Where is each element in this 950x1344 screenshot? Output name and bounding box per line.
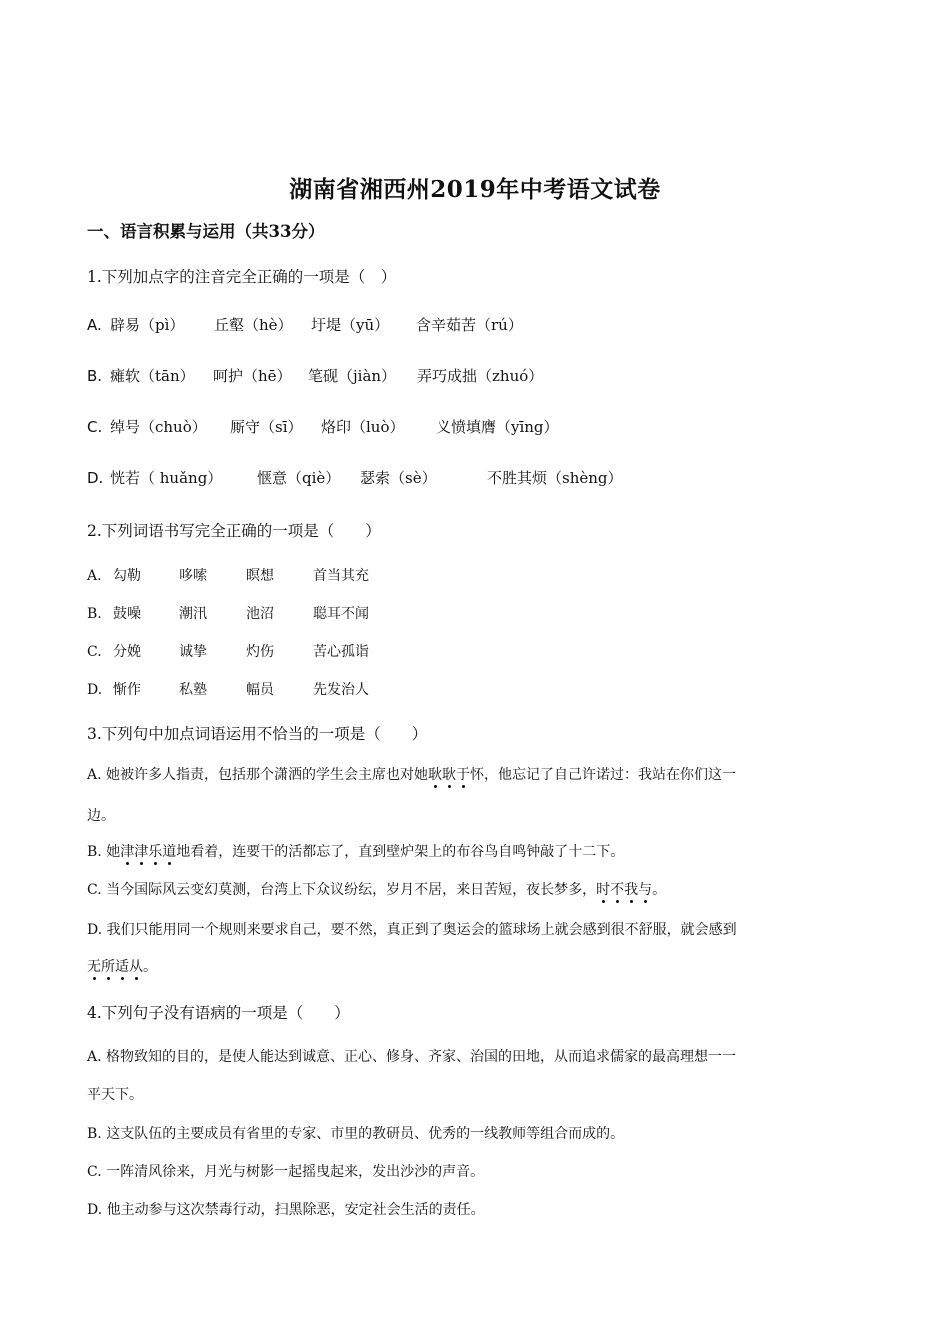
option-label: A. [87, 316, 102, 334]
q1-a-item-3: 圩堤（yū） [311, 316, 390, 334]
emphasis-char: 于 [456, 767, 471, 783]
q4-option-d: D. 他主动参与这次禁毒行动，扫黑除恶，安定社会生活的责任。 [87, 1202, 485, 1218]
q3-option-b [87, 845, 624, 859]
q1-c-item-3: 烙印（luò） [321, 418, 405, 436]
emphasis-char: 道 [162, 844, 177, 860]
q3-option-a [87, 768, 736, 782]
q2-c-word-3: 灼伤 [246, 644, 274, 660]
q1-a-item-4: 含辛茹苦（rú） [416, 316, 523, 334]
emphasis-char: 与 [638, 882, 653, 898]
q2-d-word-4: 先发治人 [313, 682, 369, 698]
q1-option-a [87, 318, 102, 333]
emphasis-char: 所 [101, 959, 115, 975]
q3-d-dotted [87, 959, 143, 975]
q4-option-a-continued: 平天下。 [87, 1087, 143, 1103]
option-label: C. [87, 418, 103, 436]
q1-option-b [87, 369, 102, 384]
q1-d-item-2: 惬意（qiè） [257, 469, 341, 487]
q2-b-word-4: 聪耳不闻 [313, 606, 369, 622]
q2-option-d: D. [87, 682, 103, 698]
q1-c-item-1: 绰号（chuò） [110, 418, 207, 436]
q3-b-text-1: B. 她 [87, 844, 121, 860]
q2-option-c: C. [87, 644, 102, 660]
emphasis-char: 津 [120, 844, 135, 860]
q2-a-word-1: 勾勒 [113, 568, 141, 584]
q4-option-a: A. 格物致知的目的，是使人能达到诚意、正心、修身、齐家、治国的田地，从而追求儒家的最高理想一一 [87, 1049, 737, 1065]
q1-d-item-1: 恍若（ huǎng） [110, 469, 223, 487]
page-title: 湖南省湘西州2019年中考语文试卷 [289, 176, 661, 203]
q2-a-word-3: 瞑想 [246, 568, 274, 584]
question-3-stem: 3.下列句中加点词语运用不恰当的一项是（ ） [87, 725, 428, 743]
q4-option-b: B. 这支队伍的主要成员有省里的专家、市里的教研员、优秀的一线教师等组合而成的。 [87, 1126, 625, 1142]
q3-c-text-1: C. 当今国际风云变幻莫测，台湾上下众议纷纭，岁月不居，来日苦短，夜长梦多， [87, 882, 597, 898]
q1-d-item-3: 瑟索（sè） [360, 469, 437, 487]
q2-a-word-4: 首当其充 [313, 568, 369, 584]
q3-b-dotted [120, 844, 176, 860]
emphasis-char: 不 [610, 882, 625, 898]
option-label: D. [87, 469, 104, 487]
q2-d-word-1: 惭作 [113, 682, 141, 698]
emphasis-char: 无 [87, 959, 101, 975]
q3-option-d-continued [87, 960, 157, 974]
q1-b-item-3: 笔砚（jiàn） [308, 367, 397, 385]
q1-b-item-4: 弄巧成拙（zhuó） [417, 367, 544, 385]
emphasis-char: 耿 [428, 767, 443, 783]
q3-d-text-2: 。 [143, 959, 157, 975]
question-2-stem: 2.下列词语书写完全正确的一项是（ ） [87, 522, 381, 540]
q3-option-d: D. 我们只能用同一个规则来要求自己，要不然，真正到了奥运会的篮球场上就会感到很不舒服，就会感到 [87, 922, 737, 938]
q2-d-word-2: 私塾 [179, 682, 207, 698]
q2-c-word-2: 诚挚 [179, 644, 207, 660]
emphasis-char: 耿 [442, 767, 457, 783]
q3-option-a-continued: 边。 [87, 808, 115, 824]
q2-c-word-4: 苦心孤诣 [313, 644, 369, 660]
q1-a-item-2: 丘壑（hè） [214, 316, 293, 334]
q4-option-c: C. 一阵清风徐来，月光与树影一起摇曳起来，发出沙沙的声音。 [87, 1164, 485, 1180]
emphasis-char: 适 [115, 959, 129, 975]
emphasis-char: 我 [624, 882, 639, 898]
q3-c-dotted [596, 882, 652, 898]
q1-b-item-2: 呵护（hē） [213, 367, 292, 385]
emphasis-char: 从 [129, 959, 143, 975]
question-4-stem: 4.下列句子没有语病的一项是（ ） [87, 1004, 350, 1022]
q2-option-a: A. [87, 568, 102, 584]
q3-a-text-1: A. 她被许多人指责，包括那个潇洒的学生会主席也对她 [87, 767, 429, 783]
option-label: B. [87, 367, 103, 385]
question-1-stem: 1.下列加点字的注音完全正确的一项是（ ） [87, 268, 397, 286]
q1-c-item-4: 义愤填膺（yīng） [436, 418, 559, 436]
q3-option-c [87, 883, 666, 897]
q1-d-item-4: 不胜其烦（shèng） [487, 469, 623, 487]
q3-c-text-2: 。 [652, 882, 667, 898]
q2-c-word-1: 分娩 [113, 644, 141, 660]
q3-a-text-2: 怀，他忘记了自己许诺过：我站在你们这一 [470, 767, 737, 783]
emphasis-char: 津 [134, 844, 149, 860]
q1-c-item-2: 厮守（sī） [230, 418, 303, 436]
q1-option-d [87, 471, 103, 486]
q1-b-item-1: 瘫软（tān） [110, 367, 195, 385]
emphasis-char: 乐 [148, 844, 163, 860]
q1-a-item-1: 辟易（pì） [110, 316, 185, 334]
q2-b-word-1: 鼓噪 [113, 606, 141, 622]
q2-a-word-2: 哆嗦 [179, 568, 207, 584]
q2-option-b: B. [87, 606, 102, 622]
q3-a-dotted [428, 767, 470, 783]
q1-option-c [87, 420, 102, 435]
section-heading: 一、语言积累与运用（共33分） [87, 222, 325, 241]
q2-d-word-3: 幅员 [246, 682, 274, 698]
emphasis-char: 时 [596, 882, 611, 898]
q2-b-word-2: 潮汛 [179, 606, 207, 622]
q3-b-text-2: 地看着，连要干的活都忘了，直到壁炉架上的布谷鸟自鸣钟敲了十二下。 [176, 844, 625, 860]
q2-b-word-3: 池沼 [246, 606, 274, 622]
